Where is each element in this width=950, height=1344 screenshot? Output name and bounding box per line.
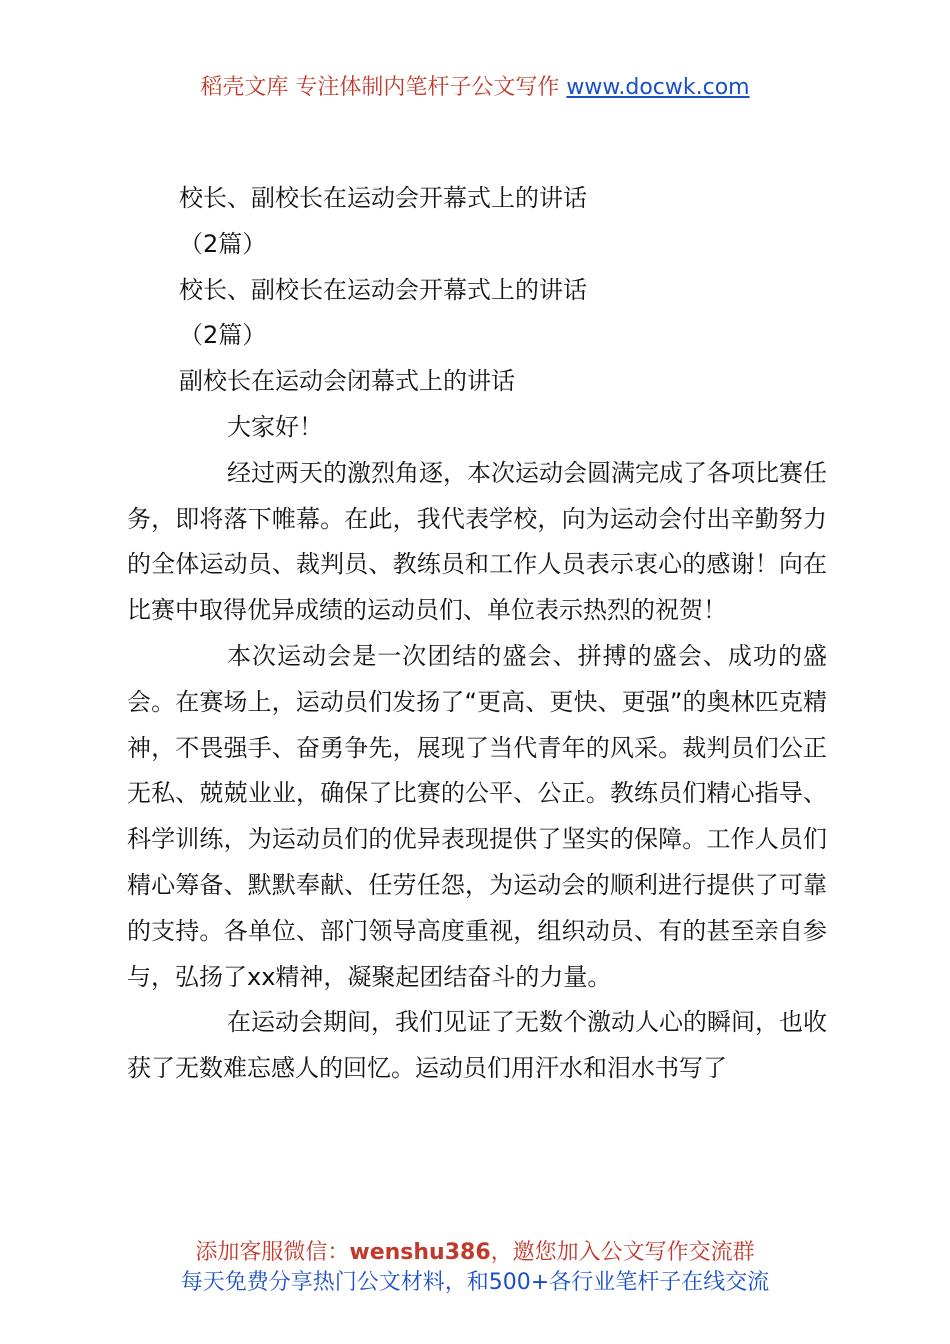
- body-paragraph: 经过两天的激烈角逐，本次运动会圆满完成了各项比赛任务，即将落下帷幕。在此，我代表学校，向为运动会付出辛勤努力的全体运动员、裁判员、教练员和工作人员表示衷心的感谢！向在比赛中取得优异成绩的运动员们、单位表示热烈的祝贺！: [127, 458, 827, 625]
- footer-share-line: 每天免费分享热门公文材料，和500+各行业笔杆子在线交流: [180, 1270, 770, 1295]
- footer-contact-suffix: ，邀您加入公文写作交流群: [490, 1240, 755, 1265]
- page-footer: [0, 1238, 950, 1298]
- header-site-link[interactable]: www.docwk.com: [566, 75, 750, 100]
- greeting: 大家好！: [227, 412, 323, 441]
- header-brand-text: 稻壳文库 专注体制内笔杆子公文写作: [200, 75, 567, 100]
- toc-line: （2篇）: [179, 229, 267, 258]
- toc-line: 校长、副校长在运动会开幕式上的讲话: [179, 184, 587, 212]
- body-paragraph: 本次运动会是一次团结的盛会、拼搏的盛会、成功的盛会。在赛场上，运动员们发扬了“更高、更快、更强”的奥林匹克精神，不畏强手、奋勇争先，展现了当代青年的风采。裁判员们公正无私、兢兢业业，确保了比赛的公平、公正。教练员们精心指导、科学训练，为运动员们的优异表现提供了坚实的保障。工作人员们精心筹备、默默奉献、任劳任怨，为运动会的顺利进行提供了可靠的支持。各单位、部门领导高度重视，组织动员、有的甚至亲自参与，弘扬了xx精神，凝聚起团结奋斗的力量。: [127, 641, 827, 991]
- toc-line: 校长、副校长在运动会开幕式上的讲话: [179, 275, 587, 304]
- document-body: [127, 176, 827, 1092]
- footer-wechat-id: wenshu386: [349, 1240, 491, 1265]
- footer-contact-prefix: 添加客服微信：: [195, 1240, 350, 1265]
- page-header: [0, 70, 950, 101]
- toc-line: （2篇）: [179, 321, 267, 350]
- footer-contact-line: [0, 1238, 950, 1268]
- body-paragraph: 在运动会期间，我们见证了无数个激动人心的瞬间，也收获了无数难忘感人的回忆。运动员们用汗水和泪水书写了: [127, 1008, 827, 1083]
- toc-line: 副校长在运动会闭幕式上的讲话: [179, 367, 515, 396]
